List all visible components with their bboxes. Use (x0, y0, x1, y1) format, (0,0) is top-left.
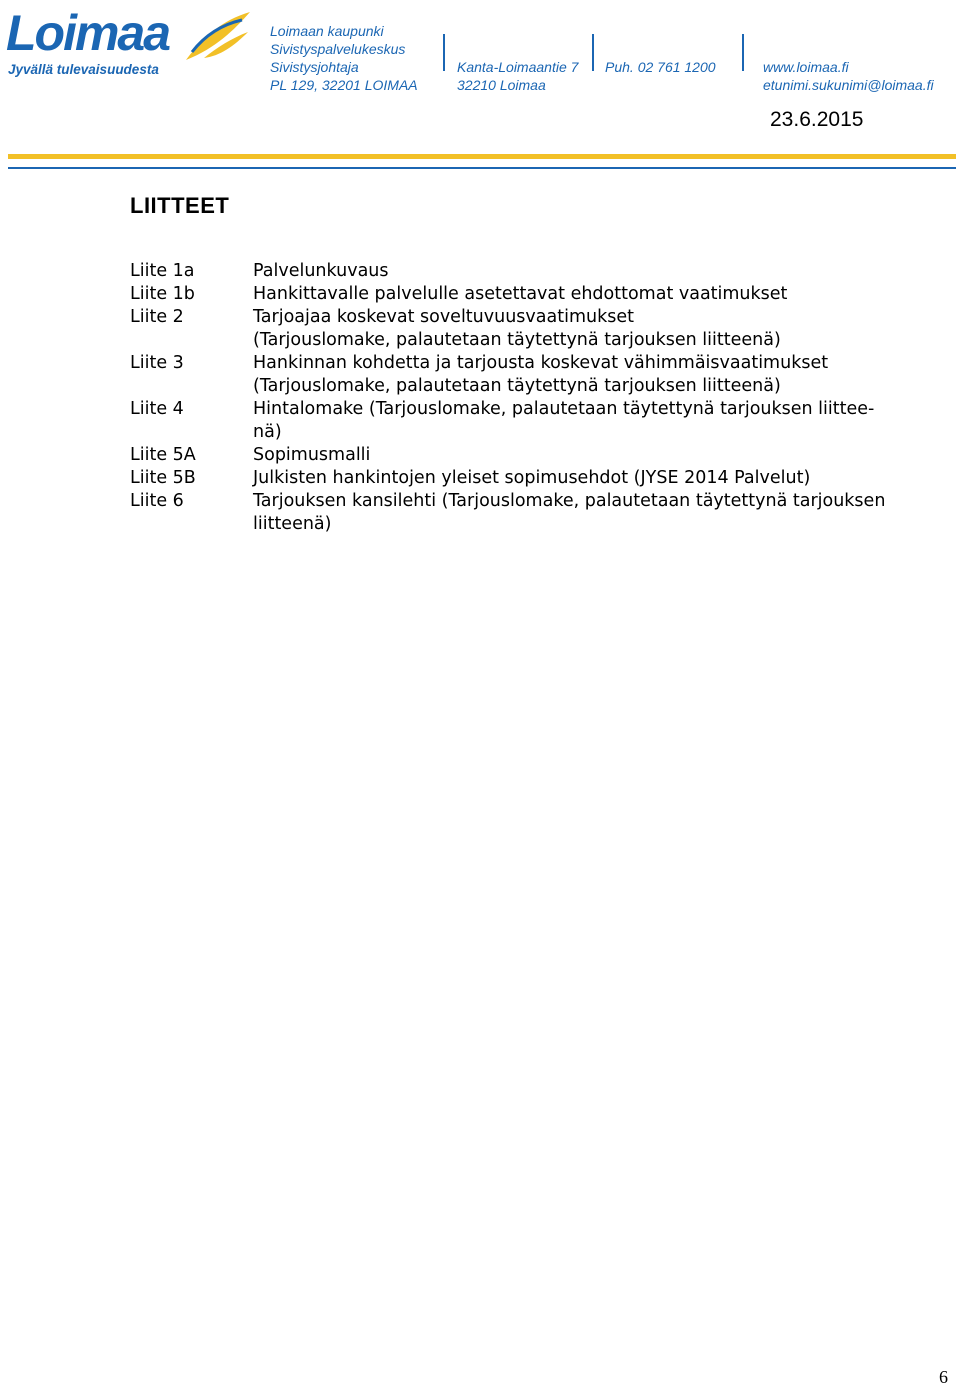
attachment-key: Liite 6 (130, 491, 184, 511)
header-web (763, 58, 934, 94)
org-title: Sivistysjohtaja (270, 59, 359, 75)
attachment-description (253, 352, 960, 398)
attachment-description (253, 398, 960, 444)
attachment-description (253, 283, 960, 306)
attachment-item (130, 260, 960, 283)
attachment-key: Liite 1a (130, 261, 195, 281)
loimaa-logo (6, 4, 256, 80)
header-organization (270, 22, 418, 94)
attachment-item (130, 444, 960, 467)
page-number: 6 (939, 1367, 948, 1387)
org-postal: PL 129, 32201 LOIMAA (270, 77, 418, 93)
attachment-line: Sopimusmalli (253, 445, 371, 465)
attachment-description (253, 490, 960, 536)
attachment-line: Palvelunkuvaus (253, 261, 389, 281)
attachment-item (130, 467, 960, 490)
leaf-emblem-icon (182, 8, 254, 64)
logo-wordmark: Loimaa (6, 5, 170, 61)
attachment-item (130, 352, 960, 398)
attachment-description (253, 306, 960, 352)
attachment-item (130, 490, 960, 536)
attachment-description (253, 260, 960, 283)
header-rule-blue (8, 167, 956, 169)
attachment-line: Hintalomake (Tarjouslomake, palautetaan täytettynä tarjouksen liittee- (253, 399, 875, 419)
header-divider (592, 34, 594, 71)
attachment-line: Tarjouksen kansilehti (Tarjouslomake, palautetaan täytettynä tarjouksen (253, 491, 886, 511)
attachment-line: Tarjoajaa koskevat soveltuvuusvaatimukset (253, 307, 634, 327)
attachment-description (253, 467, 960, 490)
attachment-item (130, 283, 960, 306)
attachment-item (130, 398, 960, 444)
page-heading: LIITTEET (130, 193, 230, 218)
attachment-line: nä) (253, 422, 282, 442)
attachment-line: Hankinnan kohdetta ja tarjousta koskevat vähimmäisvaatimukset (253, 353, 829, 373)
document-date: 23.6.2015 (770, 108, 864, 131)
attachment-key: Liite 5A (130, 445, 196, 465)
attachment-key: Liite 5B (130, 468, 196, 488)
attachment-line: liitteenä) (253, 514, 332, 534)
header-divider (443, 34, 445, 71)
phone-number: Puh. 02 761 1200 (605, 59, 716, 75)
attachment-key: Liite 3 (130, 353, 184, 373)
header-divider (742, 34, 744, 71)
street-address: Kanta-Loimaantie 7 (457, 59, 579, 75)
attachment-key: Liite 2 (130, 307, 184, 327)
attachment-line: Hankittavalle palvelulle asetettavat ehdottomat vaatimukset (253, 284, 788, 304)
header-address (457, 58, 578, 94)
attachment-line: (Tarjouslomake, palautetaan täytettynä tarjouksen liitteenä) (253, 330, 781, 350)
logo-tagline: Jyvällä tulevaisuudesta (8, 62, 159, 77)
attachment-item (130, 306, 960, 352)
attachment-description (253, 444, 960, 467)
attachment-list (130, 260, 960, 536)
email-address[interactable]: etunimi.sukunimi@loimaa.fi (763, 77, 934, 93)
org-unit: Sivistyspalvelukeskus (270, 41, 406, 57)
header-phone (605, 58, 716, 76)
attachment-line: Julkisten hankintojen yleiset sopimusehdot (JYSE 2014 Palvelut) (253, 468, 811, 488)
attachment-key: Liite 4 (130, 399, 184, 419)
org-name: Loimaan kaupunki (270, 23, 384, 39)
postal-address: 32210 Loimaa (457, 77, 546, 93)
attachment-key: Liite 1b (130, 284, 195, 304)
attachment-line: (Tarjouslomake, palautetaan täytettynä tarjouksen liitteenä) (253, 376, 781, 396)
website-link[interactable]: www.loimaa.fi (763, 59, 849, 75)
header-rule-yellow (8, 154, 956, 159)
